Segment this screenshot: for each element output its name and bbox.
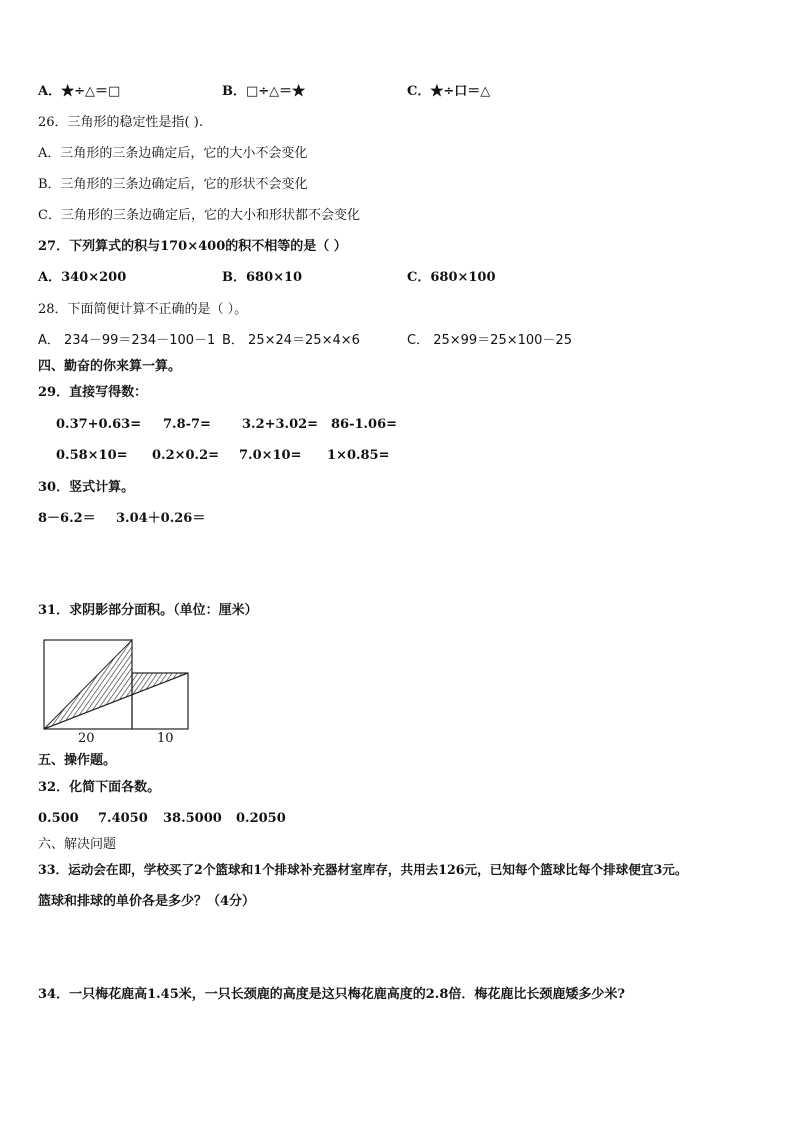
q32-item: 38.5000 (163, 811, 222, 826)
q28-option-a: A． 234－99＝234－100－1 (38, 333, 216, 348)
q27-option-c: C．680×100 (407, 270, 496, 285)
q30-stem: 30．竖式计算。 (38, 480, 135, 495)
q25-option-b: B．□÷△＝★ (222, 84, 306, 99)
q29-item: 86-1.06= (331, 417, 398, 432)
q33-line2: 篮球和排球的单价各是多少？（4分） (38, 894, 256, 909)
dimension-label-right: 10 (157, 731, 174, 746)
q26-option-b: B．三角形的三条边确定后，它的形状不会变化 (38, 177, 308, 192)
q29-item: 7.0×10= (239, 448, 302, 463)
q26-stem: 26．三角形的稳定性是指( ). (38, 115, 203, 130)
section-6-heading: 六、解决问题 (38, 837, 117, 852)
q28-option-b: B． 25×24＝25×4×6 (222, 333, 360, 348)
q25-option-a: A．★÷△＝□ (38, 84, 121, 99)
q29-stem: 29．直接写得数： (38, 385, 148, 400)
q29-item: 0.58×10= (56, 448, 128, 463)
q29-item: 0.2×0.2= (152, 448, 220, 463)
q32-item: 0.2050 (236, 811, 286, 826)
q27-option-a: A．340×200 (38, 270, 127, 285)
q27-option-b: B．680×10 (222, 270, 303, 285)
q30-item: 3.04＋0.26＝ (116, 511, 206, 526)
q31-stem: 31．求阴影部分面积。（单位：厘米） (38, 603, 258, 618)
q27-stem: 27．下列算式的积与170×400的积不相等的是（ ） (38, 239, 347, 254)
shaded-region (44, 640, 188, 729)
shaded-area-figure (38, 634, 198, 734)
q32-item: 7.4050 (98, 811, 148, 826)
q33-line1: 33．运动会在即，学校买了2个篮球和1个排球补充器材室库存，共用去126元，已知每个篮球比每个排球便宜3元。 (38, 862, 688, 877)
q34-stem: 34．一只梅花鹿高1.45米，一只长颈鹿的高度是这只梅花鹿高度的2.8倍．梅花鹿比长颈鹿矮多少米? (38, 987, 625, 1002)
q29-item: 0.37+0.63= (56, 417, 142, 432)
dimension-label-left: 20 (78, 731, 95, 746)
q29-item: 3.2+3.02= (242, 417, 319, 432)
q28-option-c: C． 25×99＝25×100－25 (407, 333, 572, 348)
q29-item: 7.8-7= (163, 417, 211, 432)
q29-item: 1×0.85= (327, 448, 390, 463)
q32-item: 0.500 (38, 811, 79, 826)
q30-item: 8－6.2＝ (38, 511, 96, 526)
q26-option-c: C．三角形的三条边确定后，它的大小和形状都不会变化 (38, 208, 360, 223)
section-4-heading: 四、勤奋的你来算一算。 (38, 359, 182, 374)
q32-stem: 32．化简下面各数。 (38, 780, 161, 795)
section-5-heading: 五、操作题。 (38, 753, 117, 768)
q26-option-a: A．三角形的三条边确定后，它的大小不会变化 (38, 146, 308, 161)
q25-option-c: C．★÷口＝△ (407, 84, 491, 99)
q28-stem: 28．下面简便计算不正确的是（ ）。 (38, 302, 248, 317)
